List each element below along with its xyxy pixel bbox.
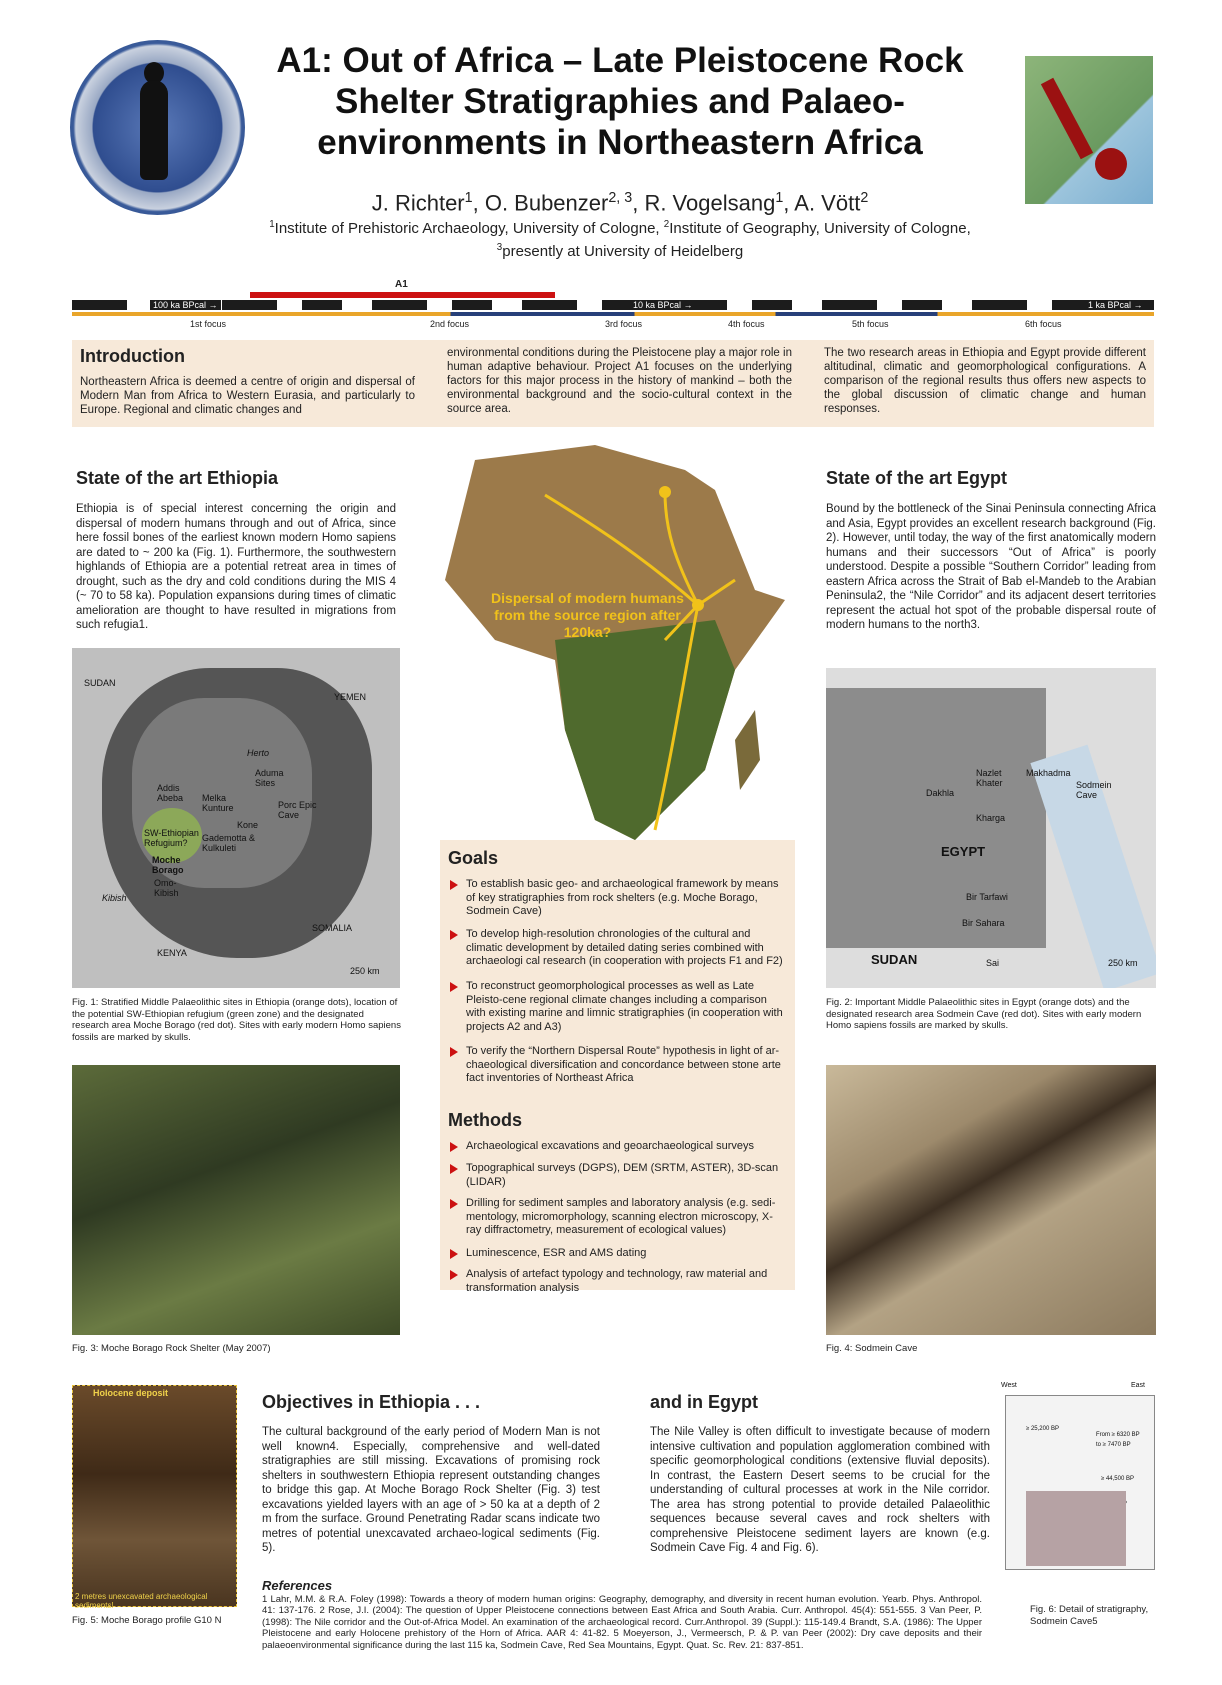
timeline-label: 1 ka BPcal → (1085, 300, 1146, 310)
timeline-label: 10 ka BPcal → (630, 300, 696, 310)
dispersal-caption: Dispersal of modern humans from the source region after 120ka? (491, 590, 684, 640)
authors: J. Richter$^1$, O. Bubenzer$^{2, 3}$, R. Vogelsang$^1$, A. Vött$^2$ (371, 190, 869, 216)
focus-label: 3rd focus (605, 319, 643, 329)
focus-label: 4th focus (728, 319, 765, 329)
focus-bar (72, 312, 1154, 316)
ethiopia-heading: State of the art Ethiopia (76, 468, 279, 488)
fig3-caption: Fig. 3: Moche Borago Rock Shelter (May 2007) (72, 1343, 271, 1354)
objectives-ethiopia-text: The cultural background of the early period of Modern Man is not well known4. Especially, comprehensive and well-dated stratigraphies are still missing. Excavations of promising rock shelters in southwestern Ethiopia represent outstanding changes to bridge this gap. At Moche Borago Rock Shelter (Fig. 3) test excavations yielded layers with an age of > 50 ka at a depth of 2 m from the surface. Ground Penetrating Radar scans indicate two metres of potential unexcavated archaeo-logical sediments (Fig. 5). (262, 1426, 600, 1554)
ethiopia-text: Ethiopia is of special interest concerning the origin and dispersal of modern humans through and out of Africa, since here fossil bones of the earliest known modern Homo sapiens are dated to ~ 200 ka (Fig. 1). Furthermore, the southwestern highlands of Ethiopia are a potential retreat area in times of drought, such as the dry and cold conditions during the MIS 4 (~ 70 to 58 ka). Population expansions during times of climatic amelioration are thought to have resulted in migrations from such refugia1. (76, 503, 396, 631)
focus-label: 5th focus (852, 319, 889, 329)
goal-item: To verify the “Northern Dispersal Route” hypothesis in light of ar-chaeological diversification and concordance between stone arte fact inventories of Northeast Africa (450, 1045, 785, 1086)
fig2-caption: Fig. 2: Important Middle Palaeolithic sites in Egypt (orange dots) and the designated research area Sodmein Cave (red dot). Sites with early modern Homo sapiens fossils are marked by skulls. (826, 997, 1142, 1031)
references-text: 1 Lahr, M.M. & R.A. Foley (1998): Towards a theory of modern human origins: Geography, demography, and diversity in recent human evolution. Yearb. Phys. Anthropol. 41: 137-176. 2 Rose, J.I. (2004): The question of Upper Pleistocene connections between East Africa and South Arabia. Curr. Anthropol. 45(4): 551-555. 3 Van Peer, P. (1998): The Nile corridor and the Out-of-Africa Model. An examination of the archaeological record. Curr.Anthropol. 39 (Suppl.): 115-149.4 Brandt, S.A. (1986): The Upper Pleistocene and early Holocene prehistory of the Horn of Africa. AAR 4: 41-82. 5 Moeyerson, J., Vermeersch, P. & P. van Peer (2002): Dry cave deposits and their palaeoenvironmental significance during the last 115 ka, Sodmein Cave, Red Sea Mountains, Egypt. Quat. Sc. Rev. 21: 837-851. (262, 1593, 982, 1651)
methods-heading: Methods (448, 1110, 522, 1130)
africa-dispersal-map (435, 440, 795, 850)
timeline-label: 100 ka BPcal → (150, 300, 221, 310)
method-item: Analysis of artefact typology and technology, raw material and transformation analysis (450, 1268, 785, 1295)
fig1-caption: Fig. 1: Stratified Middle Palaeolithic sites in Ethiopia (orange dots), location of the potential SW-Ethiopian refugium (green zone) and the designated research area Moche Borago (red dot). Sites with early modern Homo sapiens fossils are marked by skulls. (72, 997, 401, 1043)
moche-borago-photo (72, 1065, 400, 1335)
focus-label: 6th focus (1025, 319, 1062, 329)
intro-col-1: Northeastern Africa is deemed a centre of origin and dispersal of Modern Man from Africa to Western Eurasia, and particularly to Europe. Regional and climatic changes and (80, 376, 415, 416)
method-item: Archaeological excavations and geoarchaeological surveys (450, 1140, 785, 1154)
references-heading: References (262, 1578, 333, 1593)
goal-item: To develop high-resolution chronologies of the cultural and climatic development by detailed dating series combined with archaeologi cal research (in cooperation with projects F1 and F2) (450, 928, 785, 969)
timeline-a1-label: A1 (395, 279, 408, 290)
goals-methods-box (440, 840, 795, 1294)
method-item: Luminescence, ESR and AMS dating (450, 1247, 785, 1261)
introduction-title: Introduction (80, 346, 185, 366)
intro-col-3: The two research areas in Ethiopia and Egypt provide different altitudinal, climatic and geomorphological configurations. A comparison of the regional results thus offers new aspects to the global discussion of climatic change and human responses. (824, 347, 1146, 415)
objectives-egypt-text: The Nile Valley is often difficult to investigate because of modern intensive cultivation and population agglomeration combined with specific geomorphological conditions (extensive fluvial deposits). In contrast, the Eastern Desert seems to be crucial for the understanding of cultural processes at work in the Nile corridor. The area has strong potential to provide detailed Palaeolithic sequences because several caves and rock shelters with comprehensive Pleistocene sediment layers are known (e.g. Sodmein Cave Fig. 4 and Fig. 6). (650, 1426, 990, 1554)
egypt-map: Nazlet Khater Makhadma Sodmein Cave Dakhla Kharga EGYPT Bir Tarfawi Bir Sahara SUDAN Sai 250 km (826, 668, 1156, 988)
objectives-egypt-heading: and in Egypt (650, 1392, 758, 1412)
sodmein-stratigraphy: West East ≥ 25,200 BP From ≥ 6320 BP to ≥ 7470 BP ≥ 44,500 BP (1005, 1395, 1155, 1570)
timeline-a1-range (250, 292, 555, 298)
egypt-text: Bound by the bottleneck of the Sinai Peninsula connecting Africa and Asia, Egypt provides an excellent research background (Fig. 2). However, until today, the way of the first anatomically modern humans and their successors “Out of Africa” is poorly understood. Despite a possible “Southern Corridor” leading from eastern Africa across the Strait of Bab el-Mandeb to the Arabian Peninsula2, the “Nile Corridor” and its adjacent desert territories represent the actual hot spot of the probable dispersal route of modern humans to the north3. (826, 503, 1156, 631)
references (262, 1580, 982, 1651)
introduction-section (72, 340, 1154, 427)
goal-item: To reconstruct geomorphological processes as well as Late Pleisto-cene regional climate changes including a comparison with existing marine and limnic stratigraphies (in cooperation with projects A2 and A3) (450, 980, 785, 1034)
objectives-ethiopia-heading: Objectives in Ethiopia . . . (262, 1392, 481, 1412)
poster-title: A1: Out of Africa – Late Pleistocene Rock Shelter Stratigraphies and Palaeo-environments in Northeastern Africa (276, 41, 964, 162)
egypt-heading: State of the art Egypt (826, 468, 1008, 488)
fig6-caption: Fig. 6: Detail of stratigraphy, Sodmein Cave5 (1030, 1604, 1149, 1627)
timeline-bar (72, 300, 1154, 310)
focus-label: 2nd focus (430, 319, 470, 329)
sodmein-cave-photo (826, 1065, 1156, 1335)
moche-borago-profile: Holocene deposit 2 metres unexcavated archaeological sediments! (72, 1385, 237, 1607)
ethiopia-map: SUDAN YEMEN Herto Aduma Sites Addis Abeba Melka Kunture Porc Epic Cave Kone Gademotta & Kulkuleti SW-Ethiopian Refugium? Moche Borago Omo-Kibish Kibish SOMALIA KENYA 250 km (72, 648, 400, 988)
method-item: Drilling for sediment samples and laboratory analysis (e.g. sedi-mentology, micromorphology, scanning electron microscopy, X-ray diffractometry, measurement of ecological values) (450, 1197, 785, 1238)
goals-heading: Goals (448, 848, 499, 868)
africa-thumbnail-map (1025, 56, 1153, 204)
method-item: Topographical surveys (DGPS), DEM (SRTM, ASTER), 3D-scan (LIDAR) (450, 1162, 785, 1189)
goal-item: To establish basic geo- and archaeological framework by means of key stratigraphies from rock shelters (e.g. Moche Borago, Sodmein Cave) (450, 878, 785, 919)
intro-col-2: environmental conditions during the Pleistocene play a major role in human adaptive behaviour. Project A1 focuses on the underlying factors for this major process in the history of mankind – both the environmental background and the socio-cultural context in the source area. (447, 347, 792, 415)
affiliations: $^1$Institute of Prehistoric Archaeology, University of Cologne, $^2$Institute of Geography, University of Cologne, $^3$presently at University of Heidelberg (269, 219, 971, 260)
fig5-caption: Fig. 5: Moche Borago profile G10 N (72, 1615, 222, 1626)
focus-label: 1st focus (190, 319, 227, 329)
fig4-caption: Fig. 4: Sodmein Cave (826, 1343, 918, 1354)
project-logo (70, 40, 245, 215)
